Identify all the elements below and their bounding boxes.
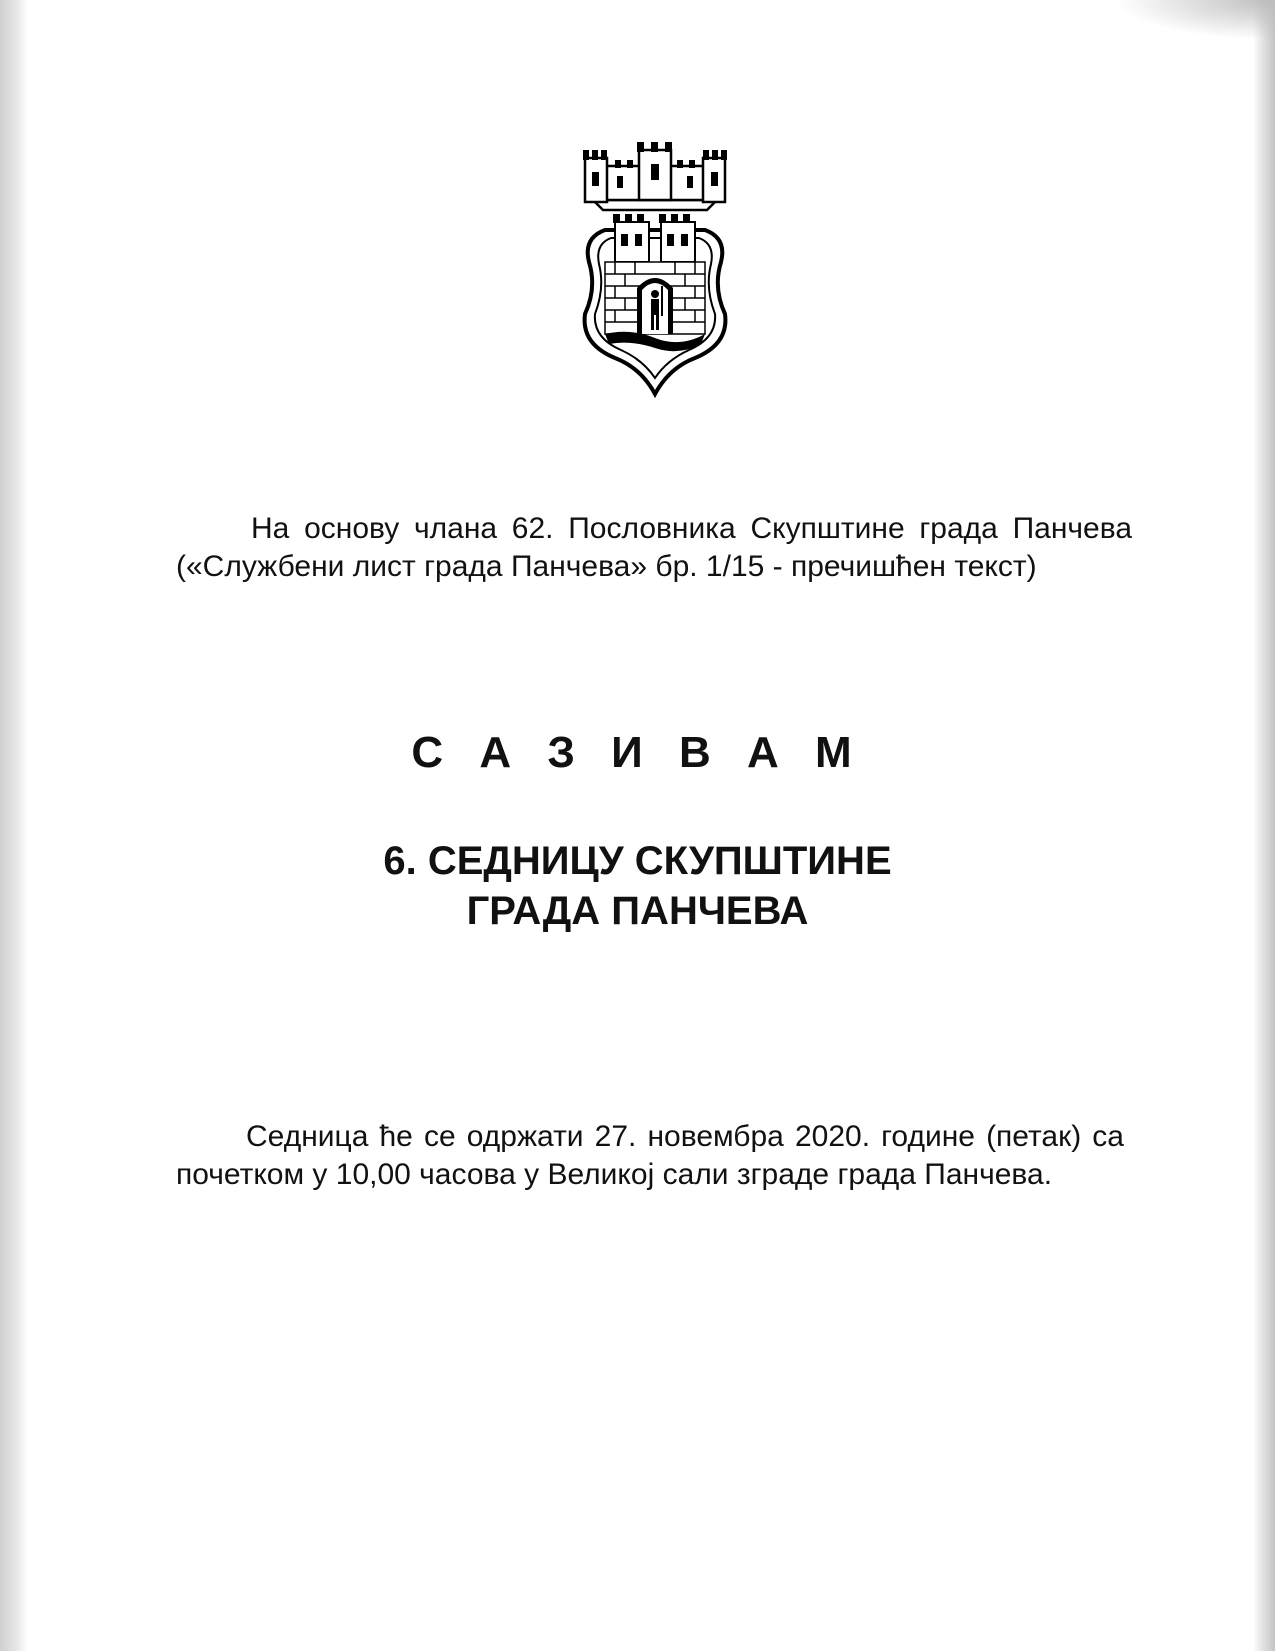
scan-corner-shadow [1115,0,1275,40]
session-heading [0,836,1275,936]
convene-heading: С А З И В А М [411,728,864,777]
session-heading-line2: ГРАДА ПАНЧЕВА [466,889,809,933]
session-heading-line1: 6. СЕДНИЦУ СКУПШТИНЕ [383,839,892,883]
details-paragraph: Седница ће се одржати 27. новембра 2020. године (петак) са почетком у 10,00 часова у Великој сали зграде града Панчева. [176,1120,1124,1191]
pancevo-coat-of-arms-icon [575,138,735,398]
intro-paragraph: На основу члана 62. Пословника Скупштине града Панчева («Службени лист града Панчева» бр. 1/15 - пречишћен текст) [176,512,1132,583]
scan-edge-right [1253,0,1275,1651]
scan-edge-left [0,0,28,1651]
